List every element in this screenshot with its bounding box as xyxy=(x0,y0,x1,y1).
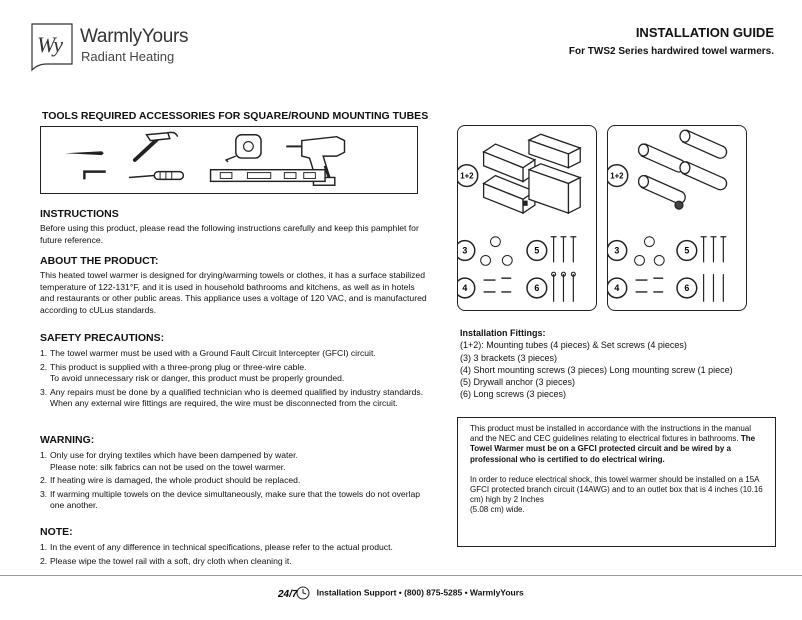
safety-heading: SAFETY PRECAUTIONS: xyxy=(40,332,165,344)
svg-text:24/7: 24/7 xyxy=(278,589,298,600)
about-heading: ABOUT THE PRODUCT: xyxy=(40,255,159,267)
brand-name: WarmlyYours xyxy=(80,26,189,47)
safety-list xyxy=(40,348,430,409)
list-item: 1. Only use for drying textiles which have been dampened by water. Please note: silk fabrics can not be used on the towel warmer. xyxy=(40,450,298,472)
logo-mark-icon xyxy=(28,20,76,72)
notice-text-2b: (5.08 cm) wide. xyxy=(470,505,525,515)
warning-heading: WARNING: xyxy=(40,434,95,446)
about-text: This heated towel warmer is designed for drying/warming towels or clothes, it has a surface stabilized temperature of 122-131°F, and it is used in household bathrooms and kitchens, as well as in hotels and restaurants or other public areas. This appliance uses a voltage of 120 VAC, and is manufactured according to cULus standards. xyxy=(40,270,427,315)
svg-text:1+2: 1+2 xyxy=(460,171,474,181)
round-tubes-diagram xyxy=(607,125,747,311)
label-set-screws xyxy=(458,278,475,298)
drywall-anchor-icon xyxy=(701,237,727,263)
level-icon xyxy=(211,170,326,182)
list-item: 3. If warming multiple towels on the device simultaneously, make sure that the towels do not overlap one another. xyxy=(40,488,421,511)
svg-text:3: 3 xyxy=(462,245,468,256)
label-anchors xyxy=(527,241,547,261)
footer xyxy=(0,585,802,601)
label-set-screws xyxy=(608,278,627,298)
footer-divider xyxy=(0,575,802,576)
set-screw-icon xyxy=(484,278,512,292)
about-section xyxy=(40,256,430,316)
svg-text:1+2: 1+2 xyxy=(610,171,624,181)
safety-section xyxy=(40,333,430,411)
label-brackets xyxy=(458,241,475,261)
svg-text:6: 6 xyxy=(684,282,690,293)
tools-illustration xyxy=(41,127,417,193)
set-screw-icon xyxy=(636,278,664,292)
instructions-text: Before using this product, please read the following instructions carefully and keep this pamphlet for future reference. xyxy=(40,223,419,245)
warning-list xyxy=(40,450,430,511)
label-anchors xyxy=(677,241,697,261)
notice-bold-text: The Towel Warmer must be on a GFCI protected circuit and be wired by a professional who is certified to do electrical wiring. xyxy=(470,434,756,464)
svg-text:5: 5 xyxy=(684,245,690,256)
footer-support-text: Installation Support • (800) 875-5285 • WarmlyYours xyxy=(316,587,524,598)
notice-text-2: In order to reduce electrical shock, this towel warmer should be installed on a 15A GFCI protected branch circuit (14AWG) and to an outlet box that is 4 inches (10.16 cm) high by 2 Inches xyxy=(470,474,763,505)
tape-measure-icon xyxy=(226,135,261,162)
electrical-notice xyxy=(457,417,776,547)
nail-set-icon xyxy=(65,151,104,155)
instructions-section xyxy=(40,209,430,246)
note-list xyxy=(40,542,430,567)
hammer-icon xyxy=(135,132,178,160)
instructions-heading: INSTRUCTIONS xyxy=(40,208,119,220)
fittings-title: Installation Fittings: xyxy=(460,328,546,338)
label-brackets xyxy=(608,241,627,261)
page-title: INSTALLATION GUIDE xyxy=(635,25,774,40)
svg-text:6: 6 xyxy=(534,282,540,293)
list-item: 2. Please wipe the towel rail with a soft, dry cloth when cleaning it. xyxy=(40,555,292,566)
notice-text: This product must be installed in accordance with the instructions in the manual and the NEC and CEC guidelines relating to electrical fixtures in bathrooms. xyxy=(470,424,752,444)
svg-text:4: 4 xyxy=(614,282,620,293)
note-heading: NOTE: xyxy=(40,526,73,538)
svg-text:5: 5 xyxy=(534,245,540,256)
tools-panel xyxy=(40,126,418,194)
label-tubes xyxy=(608,165,628,187)
tools-heading: TOOLS REQUIRED ACCESSORIES FOR SQUARE/ROUND MOUNTING TUBES xyxy=(42,110,429,122)
label-tubes xyxy=(458,165,478,187)
long-screw-icon xyxy=(704,274,724,302)
note-section xyxy=(40,527,430,569)
square-tubes-diagram xyxy=(457,125,597,311)
fittings-item: (3) 3 brackets (3 pieces) xyxy=(460,352,558,363)
logo-monogram: Wy xyxy=(37,32,64,57)
fittings-item: (5) Drywall anchor (3 pieces) xyxy=(460,377,576,388)
list-item: 2. If heating wire is damaged, the whole product should be replaced. xyxy=(40,475,301,486)
list-item: 1. The towel warmer must be used with a Ground Fault Circuit Intercepter (GFCI) circuit. xyxy=(40,348,376,359)
bracket-icon xyxy=(635,237,665,266)
warning-section xyxy=(40,435,430,513)
fittings-item: (6) Long screws (3 pieces) xyxy=(460,389,567,400)
label-long-screws xyxy=(527,278,547,298)
installation-fittings xyxy=(460,327,733,401)
allen-key-icon xyxy=(84,172,105,180)
svg-text:3: 3 xyxy=(614,245,620,256)
fittings-item: (1+2): Mounting tubes (4 pieces) & Set screws (4 pieces) xyxy=(460,340,687,351)
brand-subtitle: Radiant Heating xyxy=(81,49,175,64)
screwdriver-icon xyxy=(129,172,183,180)
label-long-screws xyxy=(677,278,697,298)
list-item: 3. Any repairs must be done by a qualified technician who is deemed qualified by industry standards. When any external wire fittings are required, the wire must be disconnected from the circuit. xyxy=(40,386,424,409)
list-item: 2. This product is supplied with a three-prong plug or three-wire cable. To avoid unnecessary risk or danger, this product must be properly grounded. xyxy=(40,361,345,384)
support-24-7-icon xyxy=(278,585,310,601)
square-tube-icon xyxy=(484,134,581,213)
page-subtitle: For TWS2 Series hardwired towel warmers. xyxy=(568,46,774,57)
svg-text:4: 4 xyxy=(462,282,468,293)
long-screw-icon xyxy=(552,272,576,302)
fittings-item: (4) Short mounting screws (3 pieces) Long mounting screw (1 piece) xyxy=(460,364,733,375)
list-item: 1. In the event of any difference in technical specifications, please refer to the actual product. xyxy=(40,542,393,553)
drywall-anchor-icon xyxy=(551,237,577,263)
brand-logo xyxy=(28,20,208,74)
round-tube-icon xyxy=(639,130,727,209)
bracket-icon xyxy=(481,237,513,266)
